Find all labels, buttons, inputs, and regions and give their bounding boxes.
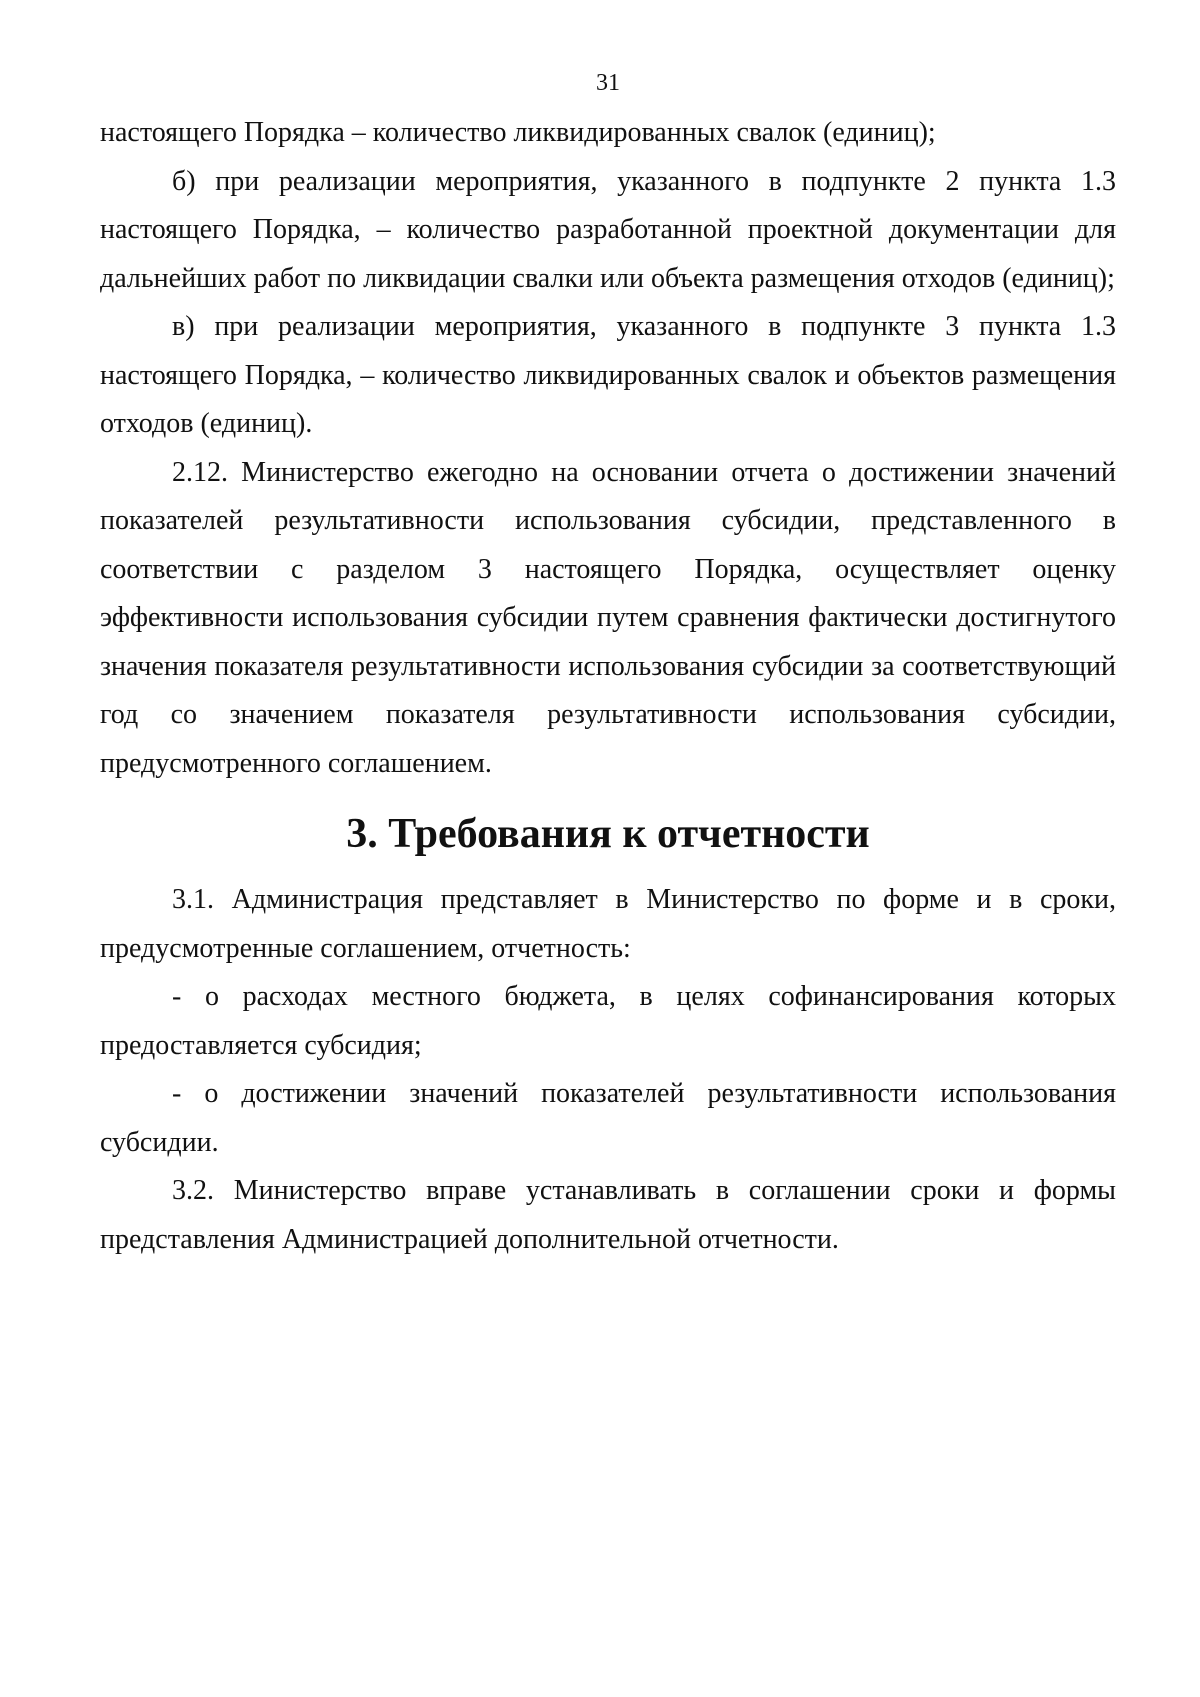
paragraph-bullet-indicators: - о достижении значений показателей результативности использования субсидии.: [100, 1078, 1116, 1158]
paragraph-3-2: 3.2. Министерство вправе устанавливать в соглашении сроки и формы представления Администрацией дополнительной отчетности.: [100, 1175, 1116, 1255]
paragraph-item-b: б) при реализации мероприятия, указанного в подпункте 2 пункта 1.3 настоящего Порядка, – количество разработанной проектной документации для дальнейших работ по ликвидации свалки или объекта размещения отходов (единиц);: [100, 165, 1116, 294]
paragraph-bullet-expenses: - о расходах местного бюджета, в целях софинансирования которых предоставляется субсидия;: [100, 981, 1116, 1061]
document-body: [100, 109, 1116, 1264]
page-number: 31: [596, 70, 620, 96]
paragraph-item-v: в) при реализации мероприятия, указанного в подпункте 3 пункта 1.3 настоящего Порядка, – количество ликвидированных свалок и объектов размещения отходов (единиц).: [100, 311, 1116, 439]
section-heading: 3. Требования к отчетности: [346, 811, 870, 857]
paragraph-3-1: 3.1. Администрация представляет в Министерство по форме и в сроки, предусмотренные соглашением, отчетность:: [100, 884, 1116, 964]
paragraph-2-12: 2.12. Министерство ежегодно на основании отчета о достижении значений показателей результативности использования субсидии, представленного в соответствии с разделом 3 настоящего Порядка, осуществляет оценку эффективности использования субсидии путем сравнения фактически достигнутого значения показателя результативности использования субсидии за соответствующий год со значением показателя результативности использования субсидии, предусмотренного соглашением.: [100, 456, 1116, 779]
paragraph-continuation: настоящего Порядка – количество ликвидированных свалок (единиц);: [100, 117, 936, 148]
